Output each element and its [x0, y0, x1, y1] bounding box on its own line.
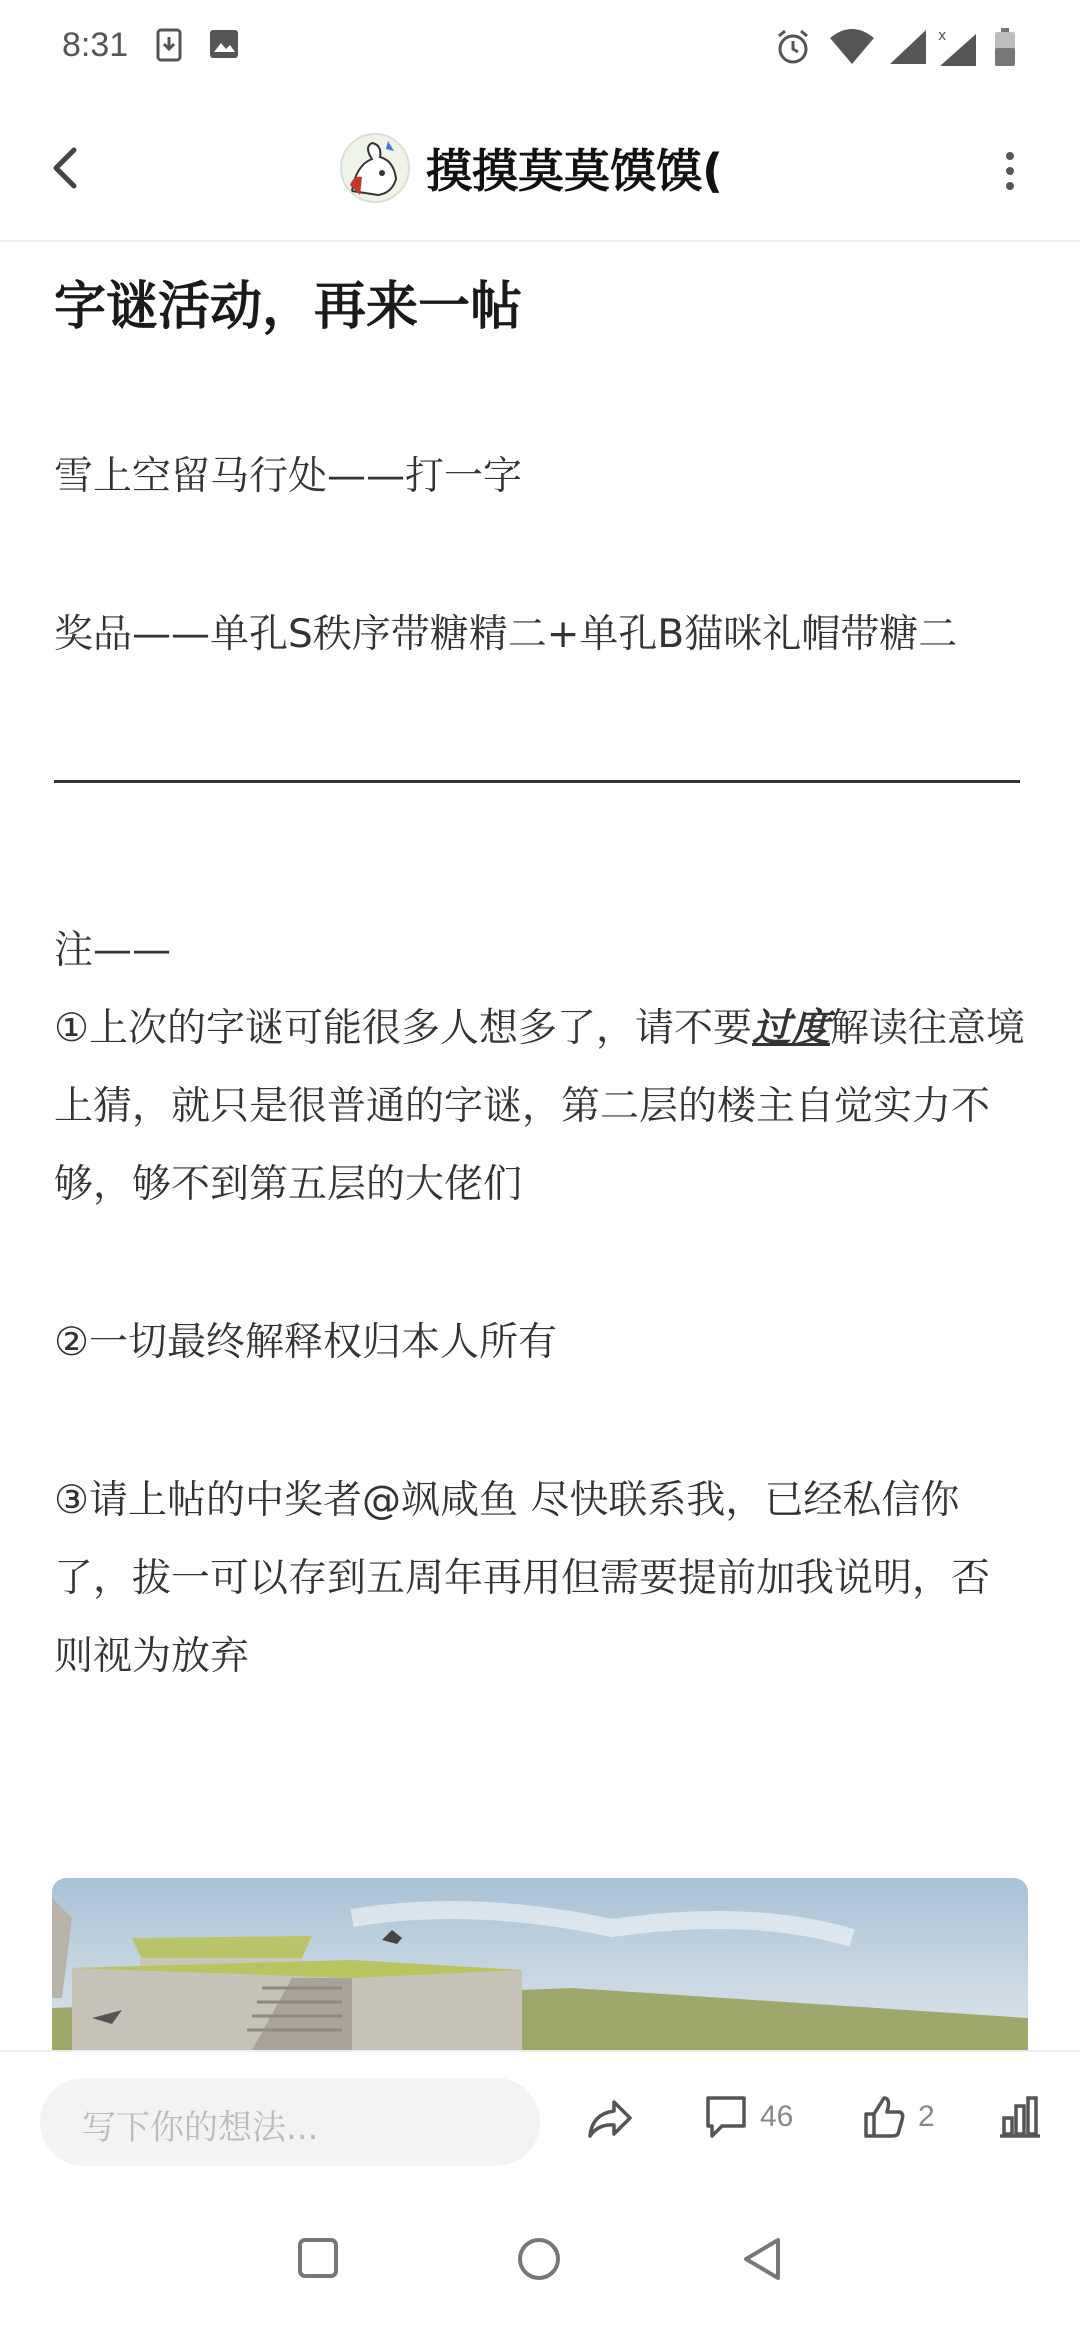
post-image[interactable] — [52, 1878, 1028, 2050]
note-heading: 注—— — [54, 928, 172, 973]
note-1-emphasis: 过度 — [751, 1006, 830, 1051]
wifi-icon — [828, 28, 876, 66]
battery-icon — [994, 28, 1016, 68]
chevron-left-icon[interactable] — [36, 136, 96, 200]
image-icon — [208, 28, 240, 60]
comment-icon — [702, 2092, 750, 2142]
status-time: 8:31 — [62, 26, 129, 64]
app-header — [0, 96, 1080, 242]
riddle-text: 雪上空留马行处——打一字 — [54, 454, 523, 499]
home-icon[interactable] — [516, 2236, 562, 2282]
note-3: ③请上帖的中奖者@飒咸鱼 尽快联系我，已经私信你了，拔一可以存到五周年再用但需要提前加我说明，否则视为放弃 — [54, 1478, 991, 1679]
signal-icon — [888, 28, 928, 66]
comment-placeholder: 写下你的想法... — [82, 2108, 319, 2148]
note-1 — [54, 990, 1026, 1224]
more-vertical-icon[interactable] — [992, 146, 1028, 196]
stats-button[interactable] — [996, 2092, 1044, 2142]
status-bar — [0, 0, 1080, 96]
comment-input[interactable] — [40, 2078, 540, 2166]
thumbs-up-icon — [860, 2092, 908, 2142]
back-nav-icon[interactable] — [740, 2236, 784, 2282]
comment-count: 46 — [760, 2100, 794, 2133]
share-button[interactable] — [584, 2092, 636, 2144]
note-1-text-before: ①上次的字谜可能很多人想多了，请不要 — [54, 1006, 752, 1051]
note-2: ②一切最终解释权归本人所有 — [54, 1320, 557, 1365]
post-image-graphic — [52, 1878, 1028, 2050]
prize-text: 奖品——单孔S秩序带糖精二+单孔B猫咪礼帽带糖二 — [54, 612, 958, 657]
download-icon — [156, 28, 182, 62]
system-nav-bar — [0, 2194, 1080, 2340]
like-count: 2 — [918, 2100, 935, 2133]
share-icon — [584, 2092, 636, 2144]
divider — [54, 780, 1020, 783]
avatar[interactable] — [340, 133, 410, 203]
note-1-text-after: 解读往意境上猜，就只是很普通的字谜，第二层的楼主自觉实力不够，够不到第五层的大佬们 — [54, 1006, 1025, 1207]
signal-nodata-icon — [934, 28, 978, 68]
comment-button[interactable] — [702, 2092, 793, 2142]
like-button[interactable] — [860, 2092, 935, 2142]
page-title: 摸摸莫莫馍馍( — [426, 144, 724, 198]
post-title: 字谜活动，再来一帖 — [54, 277, 523, 337]
recent-apps-icon[interactable] — [296, 2236, 340, 2280]
bottom-action-bar — [0, 2050, 1080, 2196]
bar-chart-icon — [996, 2092, 1044, 2142]
svg-text:x: x — [938, 28, 947, 44]
alarm-icon — [774, 28, 812, 66]
author-info[interactable] — [340, 126, 723, 210]
avatar-image — [342, 135, 408, 201]
